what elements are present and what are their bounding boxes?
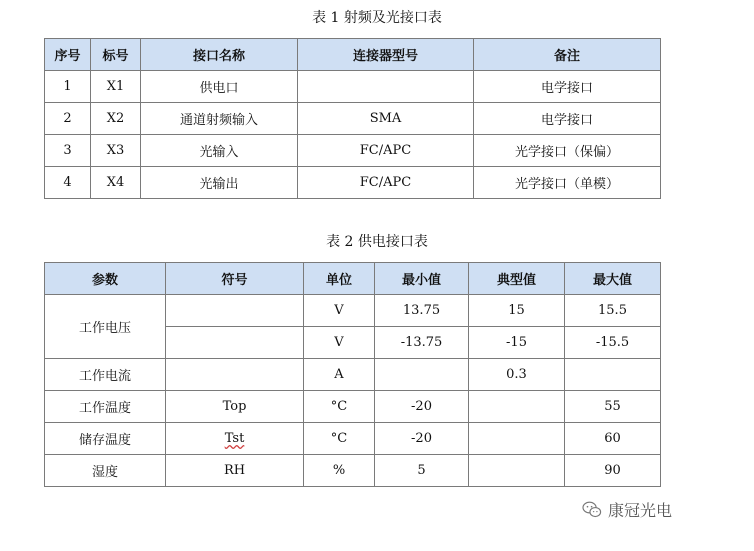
table-cell: A [304, 359, 375, 391]
table-cell [375, 359, 469, 391]
table-cell: -20 [375, 423, 469, 455]
table-cell: 电学接口 [474, 71, 661, 103]
table-cell: -13.75 [375, 327, 469, 359]
table1-header: 序号 [45, 39, 91, 71]
table-row [45, 359, 661, 391]
voltage-param-cell: 工作电压 [45, 295, 166, 359]
rf-optical-interface-table [44, 38, 661, 199]
table-row [45, 103, 661, 135]
table-cell: 60 [565, 423, 661, 455]
table-cell: °C [304, 423, 375, 455]
table2-header: 最大值 [565, 263, 661, 295]
table-cell: V [304, 295, 375, 327]
table-cell: 供电口 [141, 71, 298, 103]
table-cell: % [304, 455, 375, 487]
table-cell: 3 [45, 135, 91, 167]
table-cell: X1 [91, 71, 141, 103]
table-cell: 0.3 [469, 359, 565, 391]
symbol-text: Tst [224, 431, 245, 446]
table-cell: 光学接口（保偏） [474, 135, 661, 167]
table-row [45, 391, 661, 423]
table-cell [166, 295, 304, 327]
table-cell: 工作电流 [45, 359, 166, 391]
table-cell: 1 [45, 71, 91, 103]
table2-header: 参数 [45, 263, 166, 295]
table-cell: 90 [565, 455, 661, 487]
table-cell: 电学接口 [474, 103, 661, 135]
table1-header-row [45, 39, 661, 71]
table-cell: 光输出 [141, 167, 298, 199]
table-cell [166, 423, 304, 455]
table-cell: 2 [45, 103, 91, 135]
table-cell: X3 [91, 135, 141, 167]
table-row [45, 455, 661, 487]
table2-header: 符号 [166, 263, 304, 295]
table-cell [166, 327, 304, 359]
table-cell [469, 391, 565, 423]
table-cell: 15.5 [565, 295, 661, 327]
table-cell: 光输入 [141, 135, 298, 167]
table-cell: FC/APC [298, 167, 474, 199]
table-row [45, 71, 661, 103]
table-cell: 通道射频输入 [141, 103, 298, 135]
table2-header: 单位 [304, 263, 375, 295]
table-cell: -15 [469, 327, 565, 359]
table-cell: 13.75 [375, 295, 469, 327]
table-cell: V [304, 327, 375, 359]
table1-header: 连接器型号 [298, 39, 474, 71]
table-cell: Top [166, 391, 304, 423]
table-row [45, 423, 661, 455]
table-cell [469, 455, 565, 487]
table1-header: 备注 [474, 39, 661, 71]
table-cell: 储存温度 [45, 423, 166, 455]
table-cell: 工作温度 [45, 391, 166, 423]
power-interface-table [44, 262, 661, 487]
watermark-text: 康冠光电 [607, 501, 672, 520]
table-cell: SMA [298, 103, 474, 135]
table-cell: 光学接口（单模） [474, 167, 661, 199]
table2-header: 最小值 [375, 263, 469, 295]
table-cell: -15.5 [565, 327, 661, 359]
table-cell [565, 359, 661, 391]
table-cell: 15 [469, 295, 565, 327]
table-row [45, 167, 661, 199]
table-cell: 5 [375, 455, 469, 487]
table-cell: °C [304, 391, 375, 423]
table1-caption: 表 1 射频及光接口表 [312, 10, 442, 26]
table-cell: FC/APC [298, 135, 474, 167]
table-cell: 55 [565, 391, 661, 423]
table-cell: RH [166, 455, 304, 487]
table1-header: 接口名称 [141, 39, 298, 71]
table-cell: -20 [375, 391, 469, 423]
table-cell: 湿度 [45, 455, 166, 487]
table-cell [469, 423, 565, 455]
watermark [582, 498, 672, 521]
table-cell: 4 [45, 167, 91, 199]
table-cell [166, 359, 304, 391]
table-row [45, 295, 661, 327]
table2-header: 典型值 [469, 263, 565, 295]
table-cell: X4 [91, 167, 141, 199]
table-row [45, 135, 661, 167]
table-cell: X2 [91, 103, 141, 135]
table1-header: 标号 [91, 39, 141, 71]
wechat-icon [582, 501, 602, 519]
table2-caption: 表 2 供电接口表 [326, 234, 428, 250]
table2-header-row [45, 263, 661, 295]
table-cell [298, 71, 474, 103]
